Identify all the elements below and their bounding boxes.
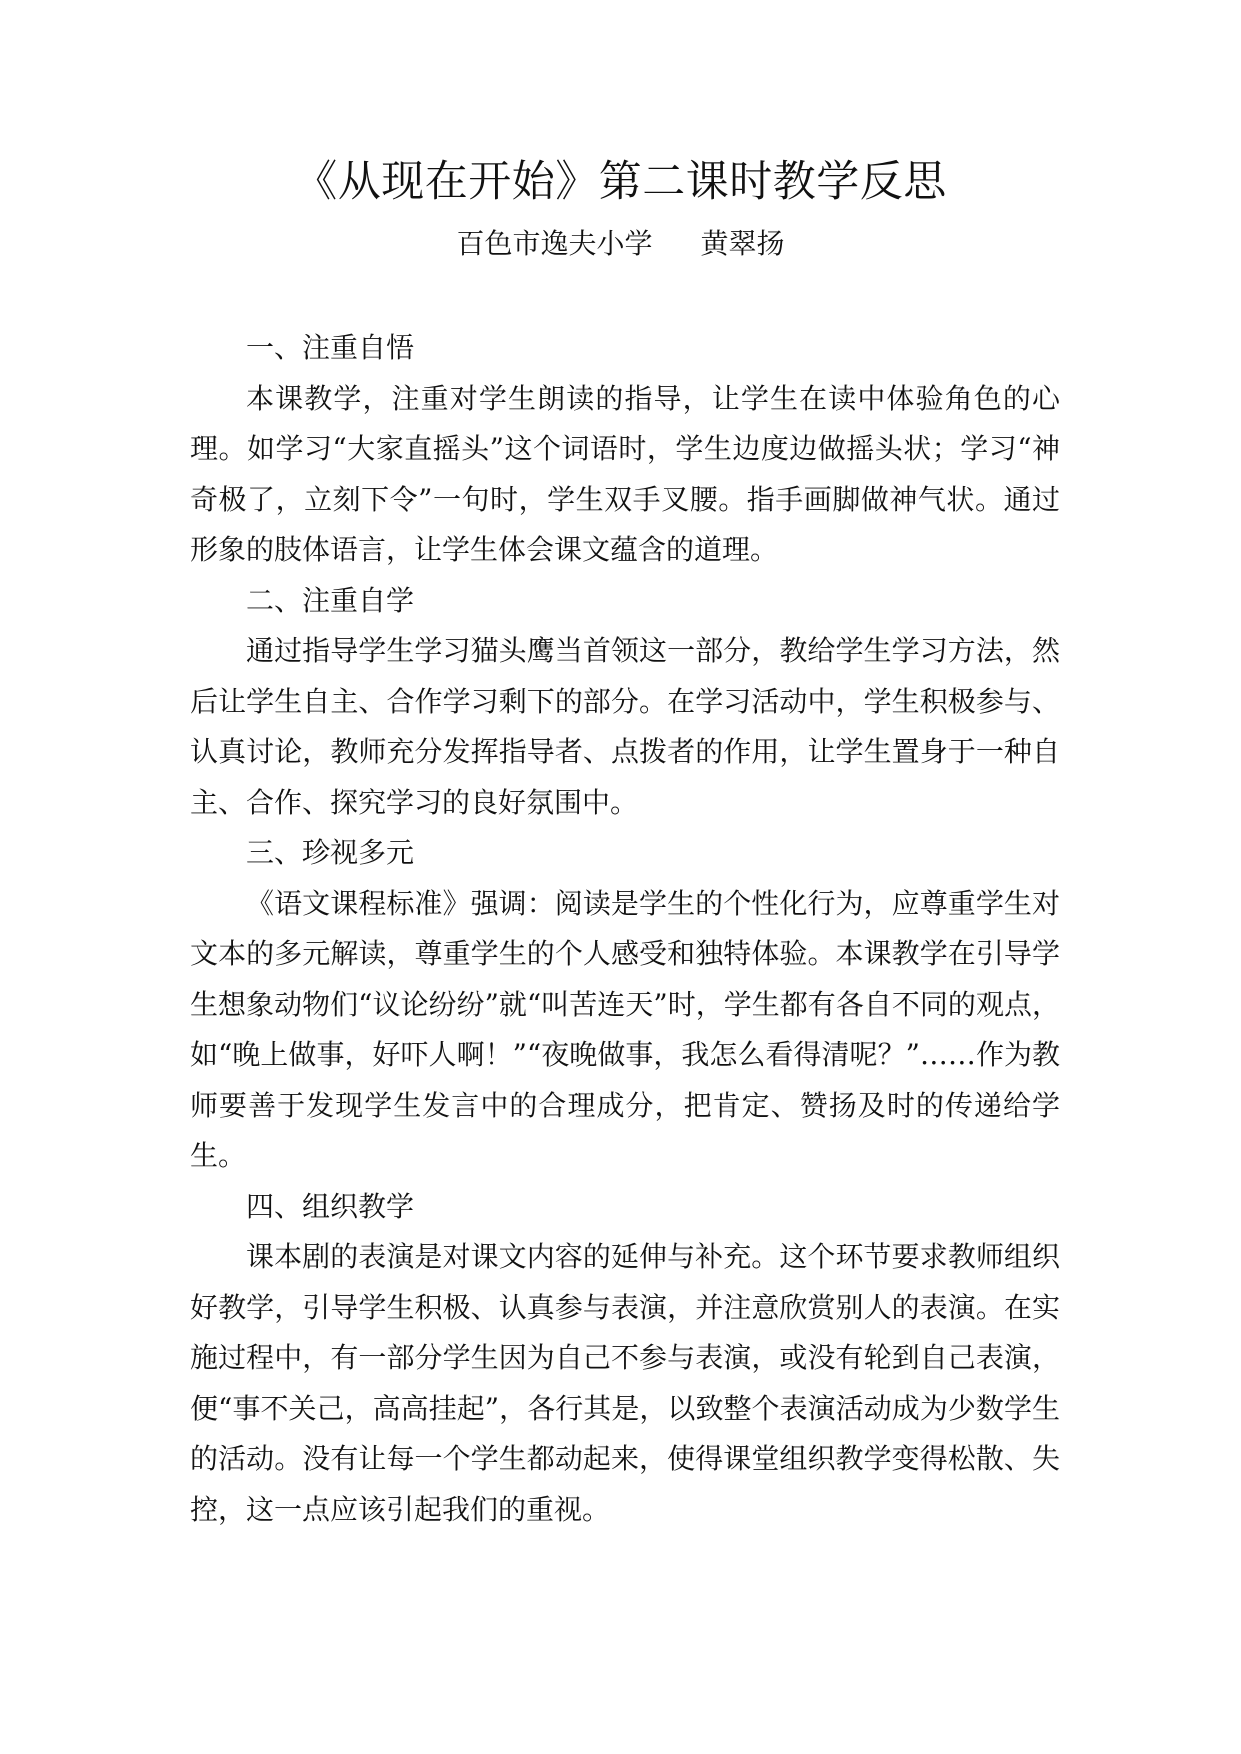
author-line — [0, 224, 1241, 264]
section-paragraph: 《语文课程标准》强调：阅读是学生的个性化行为，应尊重学生对文本的多元解读，尊重学生的个人感受和独特体验。本课教学在引导学生想象动物们“议论纷纷”就“叫苦连天”时，学生都有各自不同的观点，如“晚上做事，好吓人啊！”“夜晚做事，我怎么看得清呢？”……作为教师要善于发现学生发言中的合理成分，把肯定、赞扬及时的传递给学生。 — [190, 886, 1060, 1172]
section-heading: 二、注重自学 — [246, 583, 415, 617]
section-3 — [190, 828, 1060, 1182]
section-paragraph: 课本剧的表演是对课文内容的延伸与补充。这个环节要求教师组织好教学，引导学生积极、认真参与表演，并注意欣赏别人的表演。在实施过程中，有一部分学生因为自己不参与表演，或没有轮到自己表演，便“事不关己，高高挂起”，各行其是，以致整个表演活动成为少数学生的活动。没有让每一个学生都动起来，使得课堂组织教学变得松散、失控，这一点应该引起我们的重视。 — [190, 1240, 1060, 1526]
section-1 — [190, 323, 1060, 576]
section-paragraph: 本课教学，注重对学生朗读的指导，让学生在读中体验角色的心理。如学习“大家直摇头”这个词语时，学生边度边做摇头状；学习“神奇极了，立刻下令”一句时，学生双手叉腰。指手画脚做神气状。通过形象的肢体语言，让学生体会课文蕴含的道理。 — [190, 381, 1060, 566]
section-heading: 三、珍视多元 — [246, 836, 415, 869]
document-body — [190, 323, 1060, 1535]
section-paragraph: 通过指导学生学习猫头鹰当首领这一部分，教给学生学习方法，然后让学生自主、合作学习剩下的部分。在学习活动中，学生积极参与、认真讨论，教师充分发挥指导者、点拨者的作用，让学生置身于一种自主、合作、探究学习的良好氛围中。 — [190, 634, 1060, 819]
section-4 — [190, 1182, 1060, 1536]
section-heading: 一、注重自悟 — [246, 331, 415, 364]
author-name: 黄翠扬 — [700, 227, 785, 260]
section-heading: 四、组织教学 — [246, 1189, 415, 1223]
author-school: 百色市逸夫小学 — [456, 227, 653, 260]
document-title: 《从现在开始》第二课时教学反思 — [294, 157, 947, 207]
section-2 — [190, 576, 1060, 829]
